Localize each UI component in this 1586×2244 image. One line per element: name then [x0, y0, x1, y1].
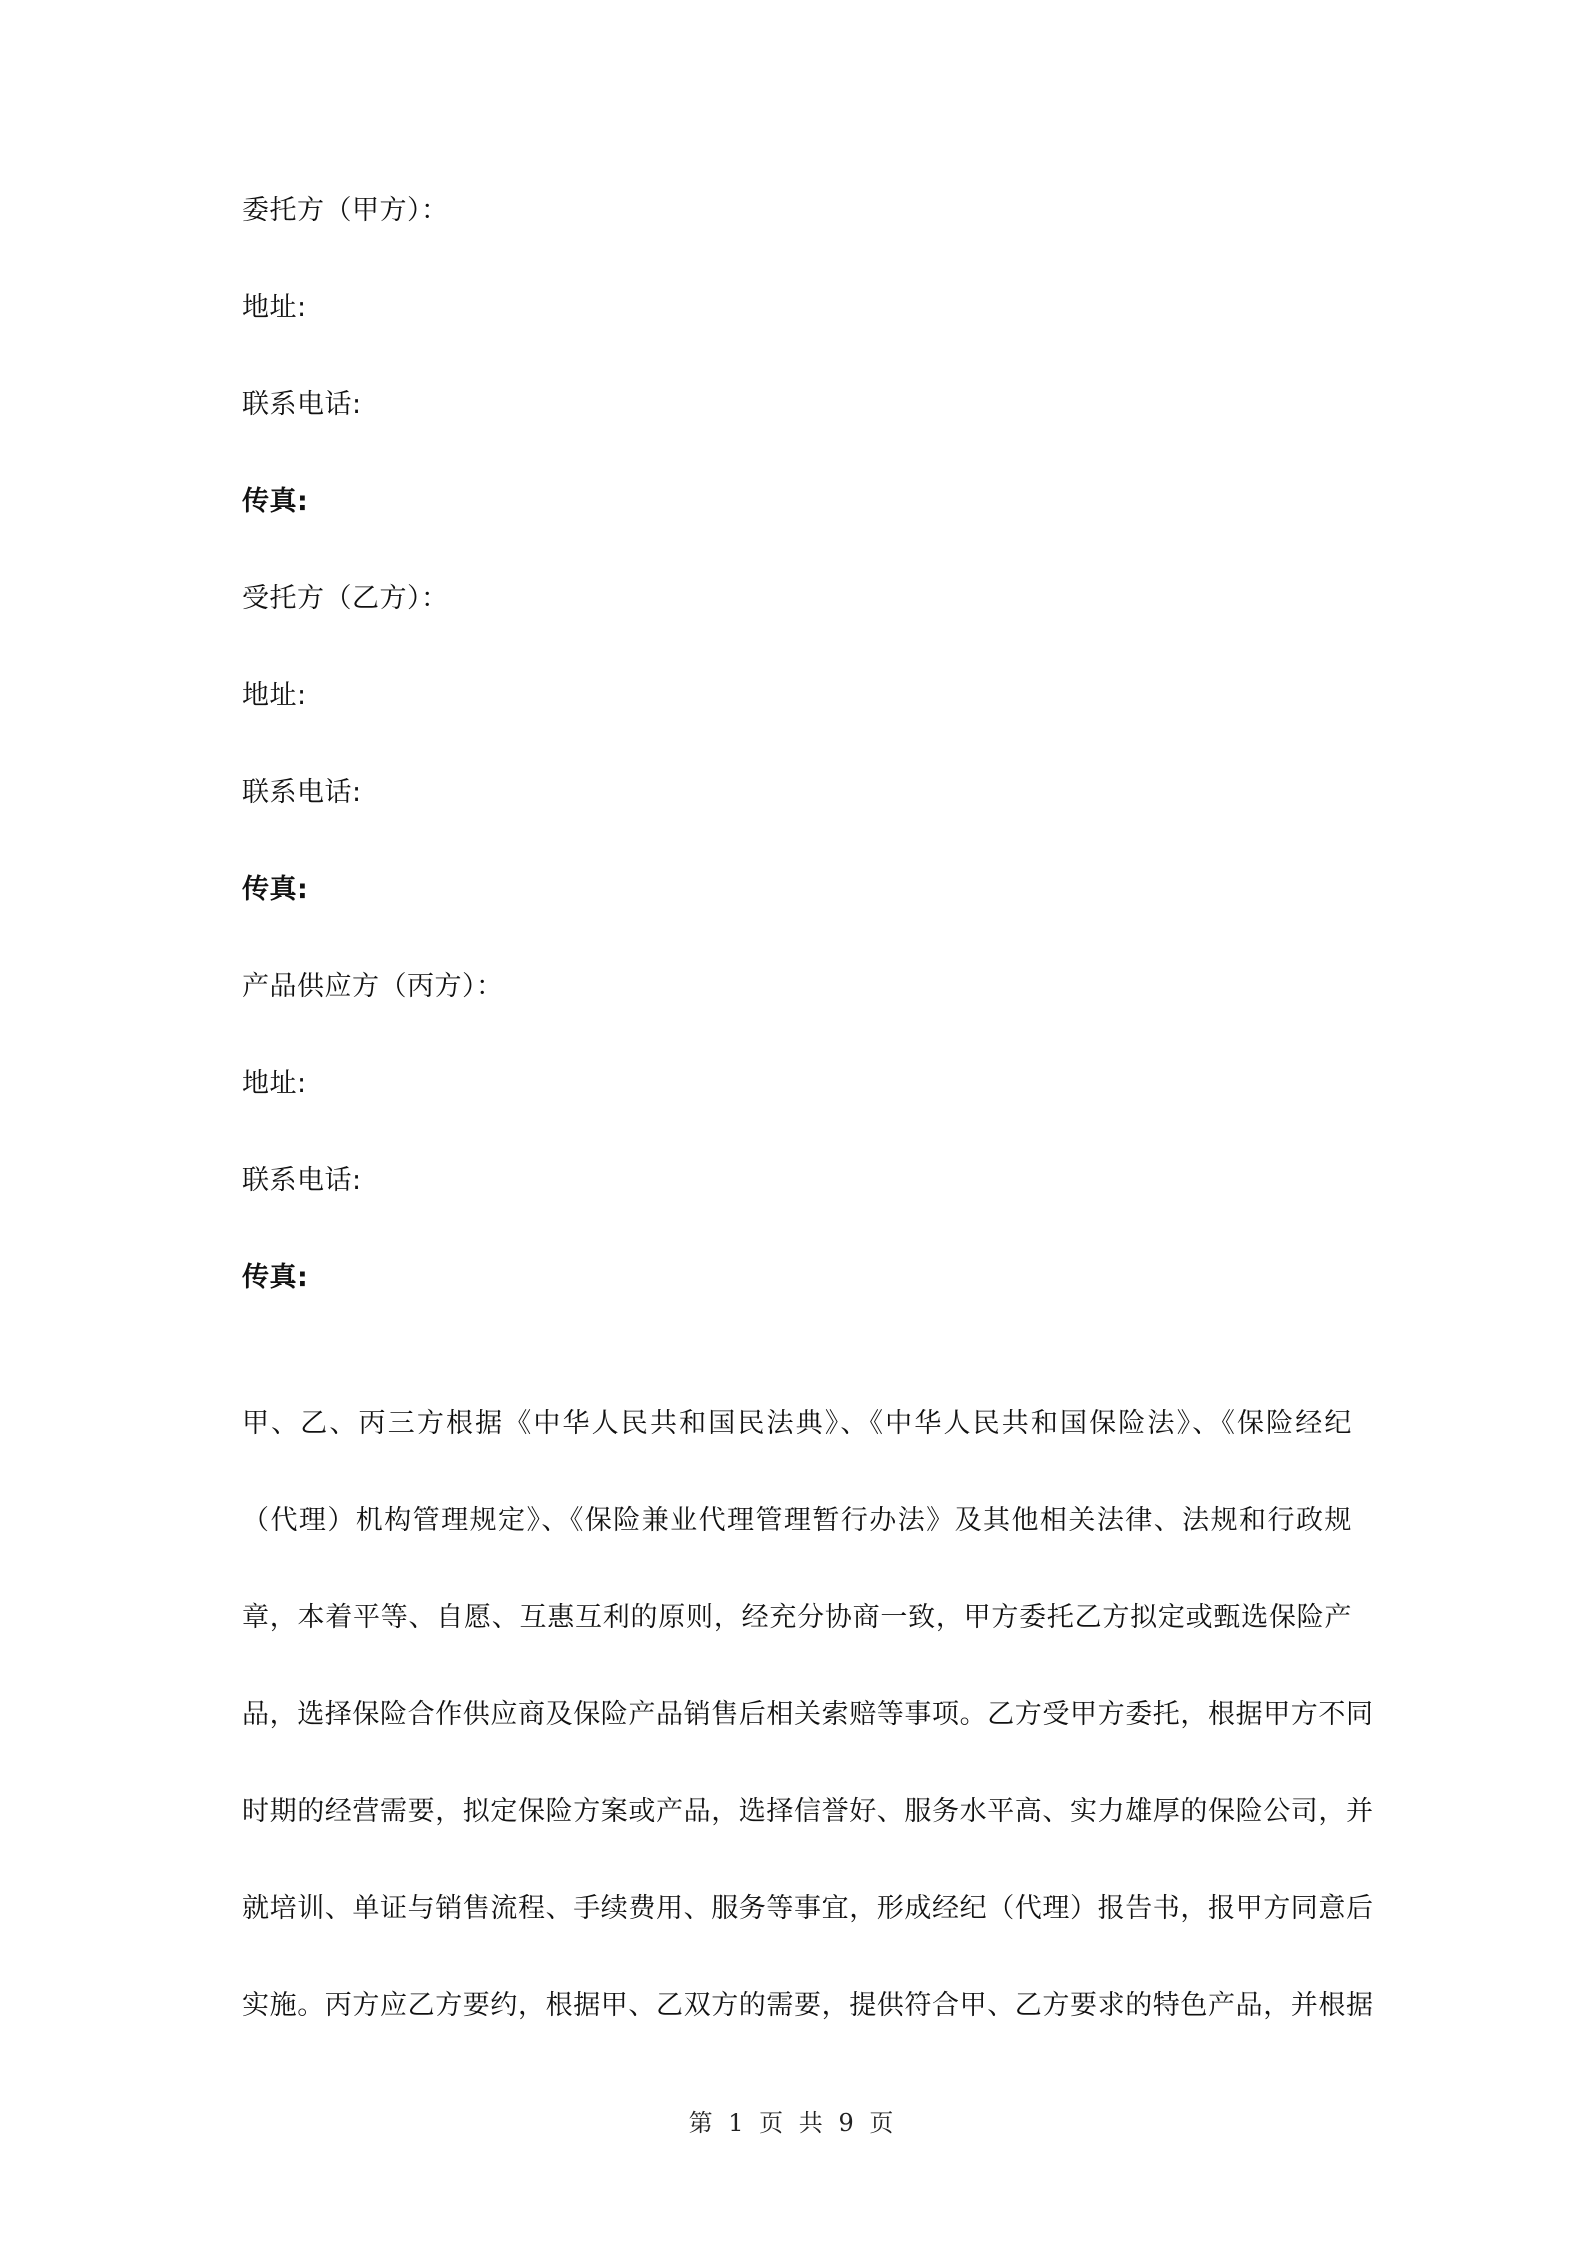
party-a-phone: 联系电话:	[242, 389, 362, 420]
party-c-fax: 传真:	[242, 1262, 309, 1293]
party-c-label: 产品供应方（丙方）：	[242, 971, 504, 1002]
paragraph-line: （代理）机构管理规定》、《保险兼业代理管理暂行办法》及其他相关法律、法规和行政规	[242, 1505, 1352, 1536]
page-number-footer: 第 1 页 共 9 页	[688, 2109, 898, 2137]
party-a-label: 委托方（甲方）：	[242, 195, 449, 226]
party-a-address: 地址:	[242, 292, 307, 323]
party-c-address: 地址:	[242, 1068, 307, 1099]
party-b-fax: 传真:	[242, 874, 309, 905]
paragraph-line: 就培训、单证与销售流程、手续费用、服务等事宜，形成经纪（代理）报告书，报甲方同意后	[242, 1893, 1374, 1924]
party-b-address: 地址:	[242, 680, 307, 711]
party-b-phone: 联系电话:	[242, 777, 362, 808]
party-a-fax: 传真:	[242, 486, 309, 517]
agreement-paragraph	[242, 1406, 1374, 2024]
paragraph-line: 品，选择保险合作供应商及保险产品销售后相关索赔等事项。乙方受甲方委托，根据甲方不同	[242, 1699, 1374, 1730]
paragraph-line: 实施。丙方应乙方要约，根据甲、乙双方的需要，提供符合甲、乙方要求的特色产品，并根据	[242, 1990, 1374, 2021]
party-c-phone: 联系电话:	[242, 1165, 362, 1196]
paragraph-line: 时期的经营需要，拟定保险方案或产品，选择信誉好、服务水平高、实力雄厚的保险公司，并	[242, 1796, 1374, 1827]
paragraph-line: 章，本着平等、自愿、互惠互利的原则，经充分协商一致，甲方委托乙方拟定或甄选保险产	[242, 1602, 1352, 1633]
party-b-label: 受托方（乙方）：	[242, 583, 449, 614]
paragraph-line: 甲、乙、丙三方根据《中华人民共和国民法典》、《中华人民共和国保险法》、《保险经纪	[242, 1408, 1352, 1439]
